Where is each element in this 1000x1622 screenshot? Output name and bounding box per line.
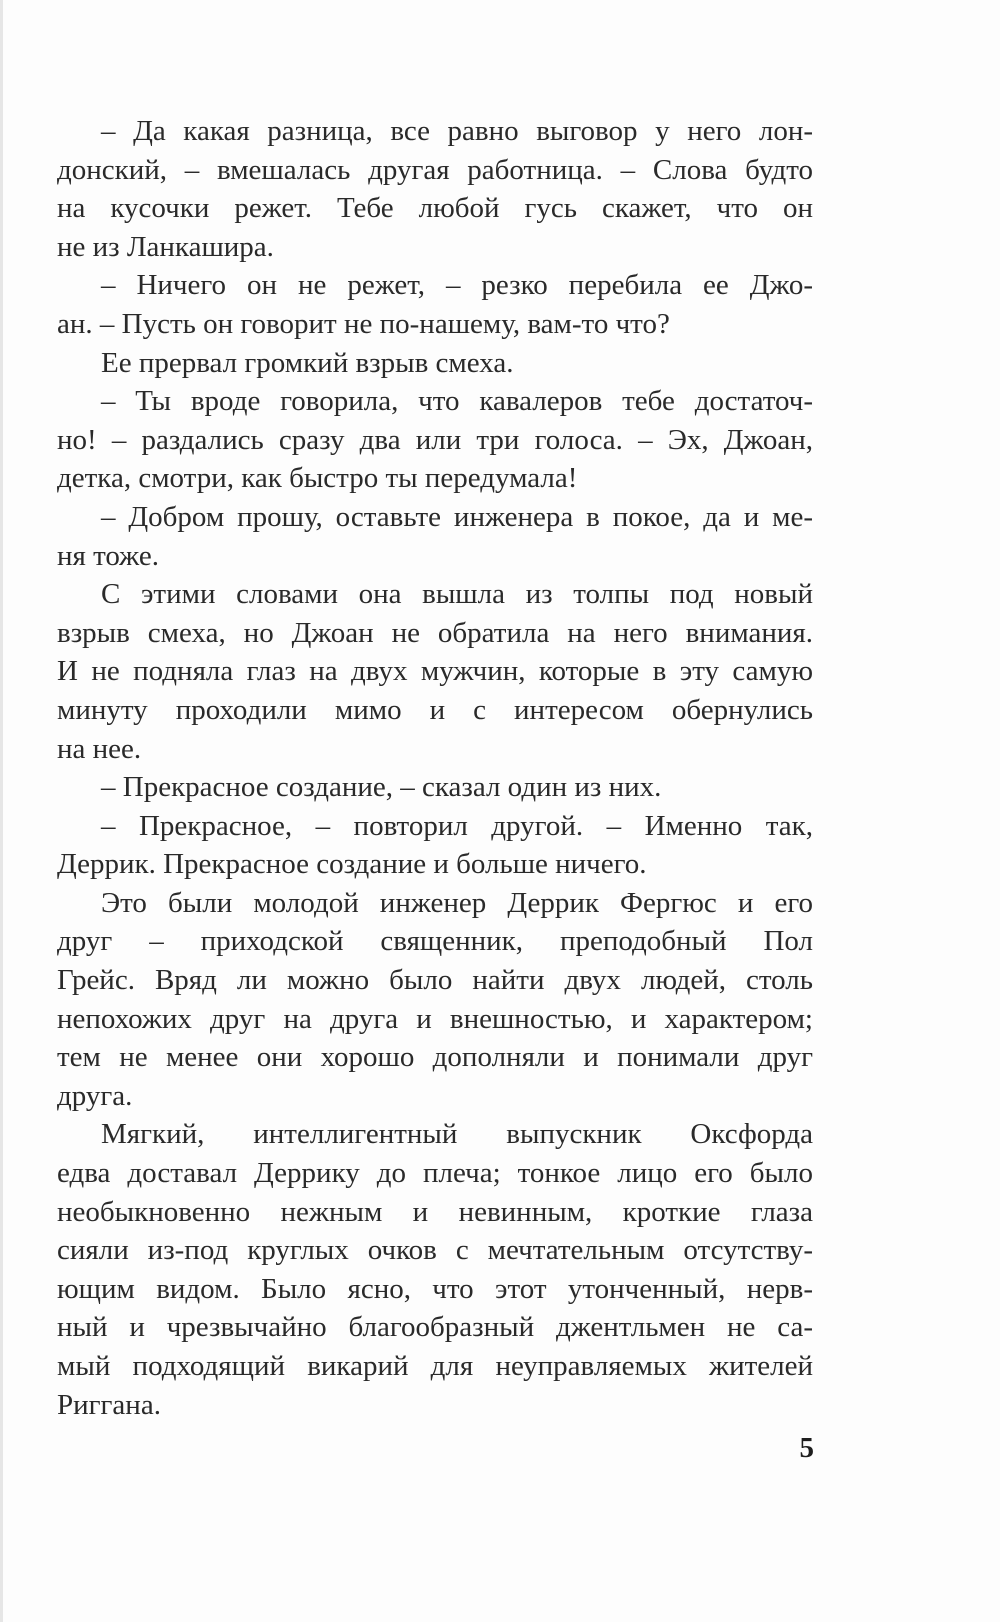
text-line: сияли из-под круглых очков с мечтательным отсутству- <box>57 1234 813 1267</box>
text-line: взрыв смеха, но Джоан не обратила на него внимания. <box>57 616 813 649</box>
text-line: ня тоже. <box>57 539 159 572</box>
text-line: Это были молодой инженер Деррик Фергюс и его <box>101 886 813 919</box>
text-line: С этими словами она вышла из толпы под новый <box>101 578 813 611</box>
text-line: друг – приходской священник, преподобный Пол <box>57 925 813 958</box>
text-line: минуту проходили мимо и с интересом обернулись <box>57 693 813 726</box>
text-line: Деррик. Прекрасное создание и больше ничего. <box>57 848 647 881</box>
text-line: необыкновенно нежным и невинным, кроткие глаза <box>57 1195 813 1228</box>
text-line: – Добром прошу, оставьте инженера в покое, да и ме- <box>101 500 813 533</box>
text-line: – Прекрасное создание, – сказал один из них. <box>101 771 662 804</box>
text-line: – Прекрасное, – повторил другой. – Именно так, <box>101 809 813 842</box>
text-line: – Ничего он не режет, – резко перебила ее Джо- <box>101 269 813 302</box>
text-line: детка, смотри, как быстро ты передумала! <box>57 462 578 495</box>
body-text <box>57 112 813 1424</box>
text-line: едва доставал Деррику до плеча; тонкое лицо его было <box>57 1157 813 1190</box>
text-line: непохожих друг на друга и внешностью, и характером; <box>57 1002 813 1035</box>
text-line: друга. <box>57 1079 133 1112</box>
text-line: Риггана. <box>57 1388 161 1421</box>
page-number: 5 <box>799 1432 814 1464</box>
text-line: донский, – вмешалась другая работница. – Слова будто <box>57 153 813 186</box>
text-line: ан. – Пусть он говорит не по-нашему, вам-то что? <box>57 307 670 340</box>
text-line: но! – раздались сразу два или три голоса. – Эх, Джоан, <box>57 423 813 456</box>
text-line: Ее прервал громкий взрыв смеха. <box>101 346 514 379</box>
text-line: на нее. <box>57 732 142 765</box>
text-line: тем не менее они хорошо дополняли и понимали друг <box>57 1041 813 1074</box>
text-line: Мягкий, интеллигентный выпускник Оксфорда <box>101 1118 813 1151</box>
text-line: ющим видом. Было ясно, что этот утонченный, нерв- <box>57 1272 813 1305</box>
text-line: ный и чрезвычайно благообразный джентльмен не са- <box>57 1311 813 1344</box>
page-edge <box>0 0 3 1622</box>
text-line: Грейс. Вряд ли можно было найти двух людей, столь <box>57 964 813 997</box>
text-line: на кусочки режет. Тебе любой гусь скажет, что он <box>57 192 813 225</box>
text-line: – Да какая разница, все равно выговор у него лон- <box>101 115 813 147</box>
text-line: И не подняла глаз на двух мужчин, которые в эту самую <box>57 655 813 688</box>
text-line: мый подходящий викарий для неуправляемых жителей <box>57 1350 813 1382</box>
text-line: не из Ланкашира. <box>57 230 274 263</box>
text-line: – Ты вроде говорила, что кавалеров тебе достаточ- <box>101 385 813 418</box>
